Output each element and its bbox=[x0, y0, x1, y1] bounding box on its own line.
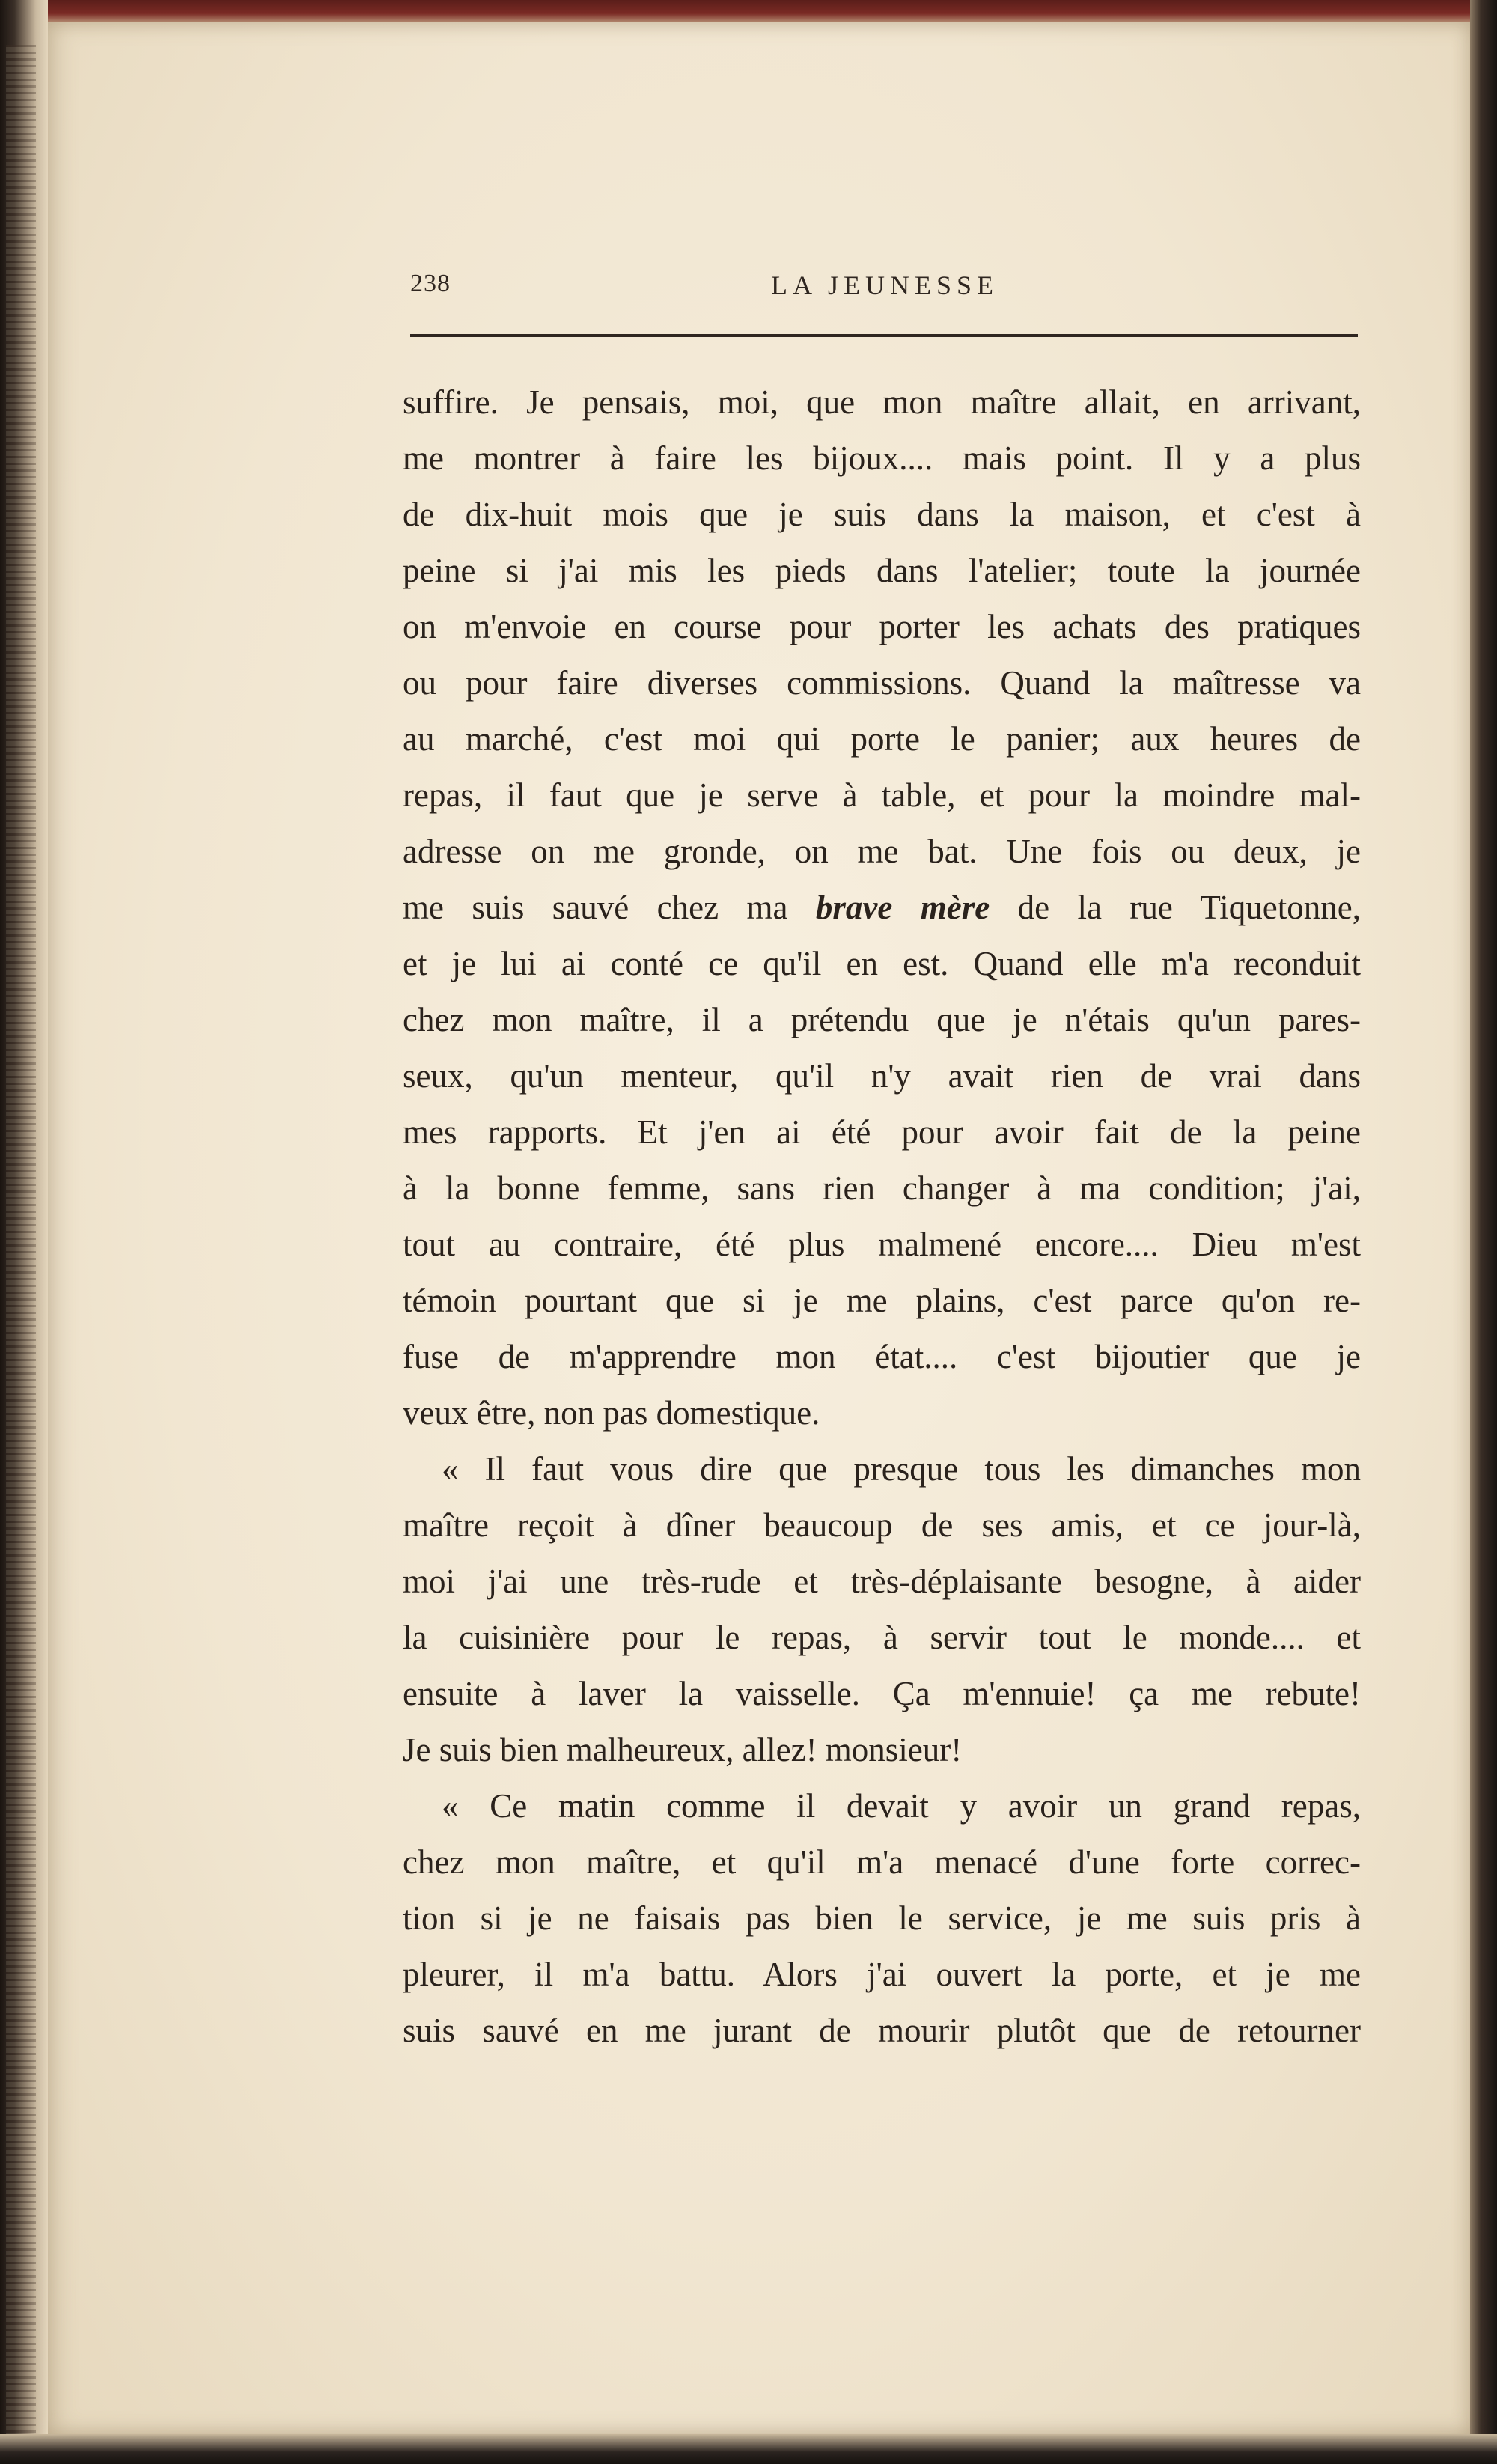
text-line: on m'envoie en course pour porter les achats des pratiques bbox=[403, 608, 1361, 645]
text-line: au marché, c'est moi qui porte le panier; aux heures de bbox=[403, 720, 1361, 758]
text-line: tion si je ne faisais pas bien le service, je me suis pris à bbox=[403, 1899, 1361, 1937]
text-line: adresse on me gronde, on me bat. Une fois ou deux, je bbox=[403, 833, 1361, 870]
book-cover-edge bbox=[1470, 0, 1497, 2464]
text-line: de dix-huit mois que je suis dans la maison, et c'est à bbox=[403, 496, 1361, 533]
text-line: pleurer, il m'a battu. Alors j'ai ouvert la porte, et je me bbox=[403, 1956, 1361, 1993]
text-line: et je lui ai conté ce qu'il en est. Quand elle m'a reconduit bbox=[403, 945, 1361, 982]
text-line: à la bonne femme, sans rien changer à ma condition; j'ai, bbox=[403, 1169, 1361, 1207]
text-line: suffire. Je pensais, moi, que mon maître allait, en arrivant, bbox=[403, 383, 1361, 421]
italic-phrase: brave mère bbox=[815, 889, 990, 926]
text-line: ensuite à laver la vaisselle. Ça m'ennuie! ça me rebute! bbox=[403, 1675, 1361, 1712]
page-header bbox=[410, 270, 1361, 314]
text-line: peine si j'ai mis les pieds dans l'atelier; toute la journée bbox=[403, 552, 1361, 589]
text-line: « Ce matin comme il devait y avoir un grand repas, bbox=[442, 1787, 1361, 1825]
text-line: moi j'ai une très-rude et très-déplaisante besogne, à aider bbox=[403, 1563, 1361, 1600]
text-line: chez mon maître, et qu'il m'a menacé d'une forte correc- bbox=[403, 1843, 1361, 1881]
body-text bbox=[403, 374, 1361, 2059]
text-line: seux, qu'un menteur, qu'il n'y avait rien de vrai dans bbox=[403, 1057, 1361, 1095]
book-bottom-edge bbox=[0, 2434, 1497, 2464]
page-number: 238 bbox=[410, 270, 451, 297]
text-line: Je suis bien malheureux, allez! monsieur! bbox=[403, 1731, 963, 1768]
text-line: tout au contraire, été plus malmené encore.... Dieu m'est bbox=[403, 1226, 1361, 1263]
text-line: mes rapports. Et j'en ai été pour avoir fait de la peine bbox=[403, 1113, 1361, 1151]
text-line: ou pour faire diverses commissions. Quand la maîtresse va bbox=[403, 664, 1361, 702]
book-spine bbox=[0, 0, 48, 2464]
text-line: repas, il faut que je serve à table, et pour la moindre mal- bbox=[403, 776, 1361, 814]
spine-texture bbox=[6, 45, 36, 2441]
text-line: témoin pourtant que si je me plains, c'est parce qu'on re- bbox=[403, 1282, 1361, 1319]
running-title: LA JEUNESSE bbox=[771, 270, 999, 300]
text-segment: me suis sauvé chez ma bbox=[403, 889, 816, 926]
text-line: veux être, non pas domestique. bbox=[403, 1394, 820, 1432]
text-line: chez mon maître, il a prétendu que je n'étais qu'un pares- bbox=[403, 1001, 1361, 1038]
text-line-with-italic bbox=[403, 880, 1361, 936]
text-line: suis sauvé en me jurant de mourir plutôt que de retourner bbox=[403, 2012, 1361, 2049]
text-segment: de la rue Tiquetonne, bbox=[990, 889, 1362, 926]
header-rule bbox=[410, 334, 1358, 337]
text-line: fuse de m'apprendre mon état.... c'est bijoutier que je bbox=[403, 1338, 1361, 1375]
text-line: la cuisinière pour le repas, à servir tout le monde.... et bbox=[403, 1619, 1361, 1656]
text-line: me montrer à faire les bijoux.... mais point. Il y a plus bbox=[403, 439, 1361, 477]
text-line: « Il faut vous dire que presque tous les dimanches mon bbox=[442, 1450, 1361, 1488]
book-top-edge bbox=[48, 0, 1497, 22]
text-line: maître reçoit à dîner beaucoup de ses amis, et ce jour-là, bbox=[403, 1506, 1361, 1544]
